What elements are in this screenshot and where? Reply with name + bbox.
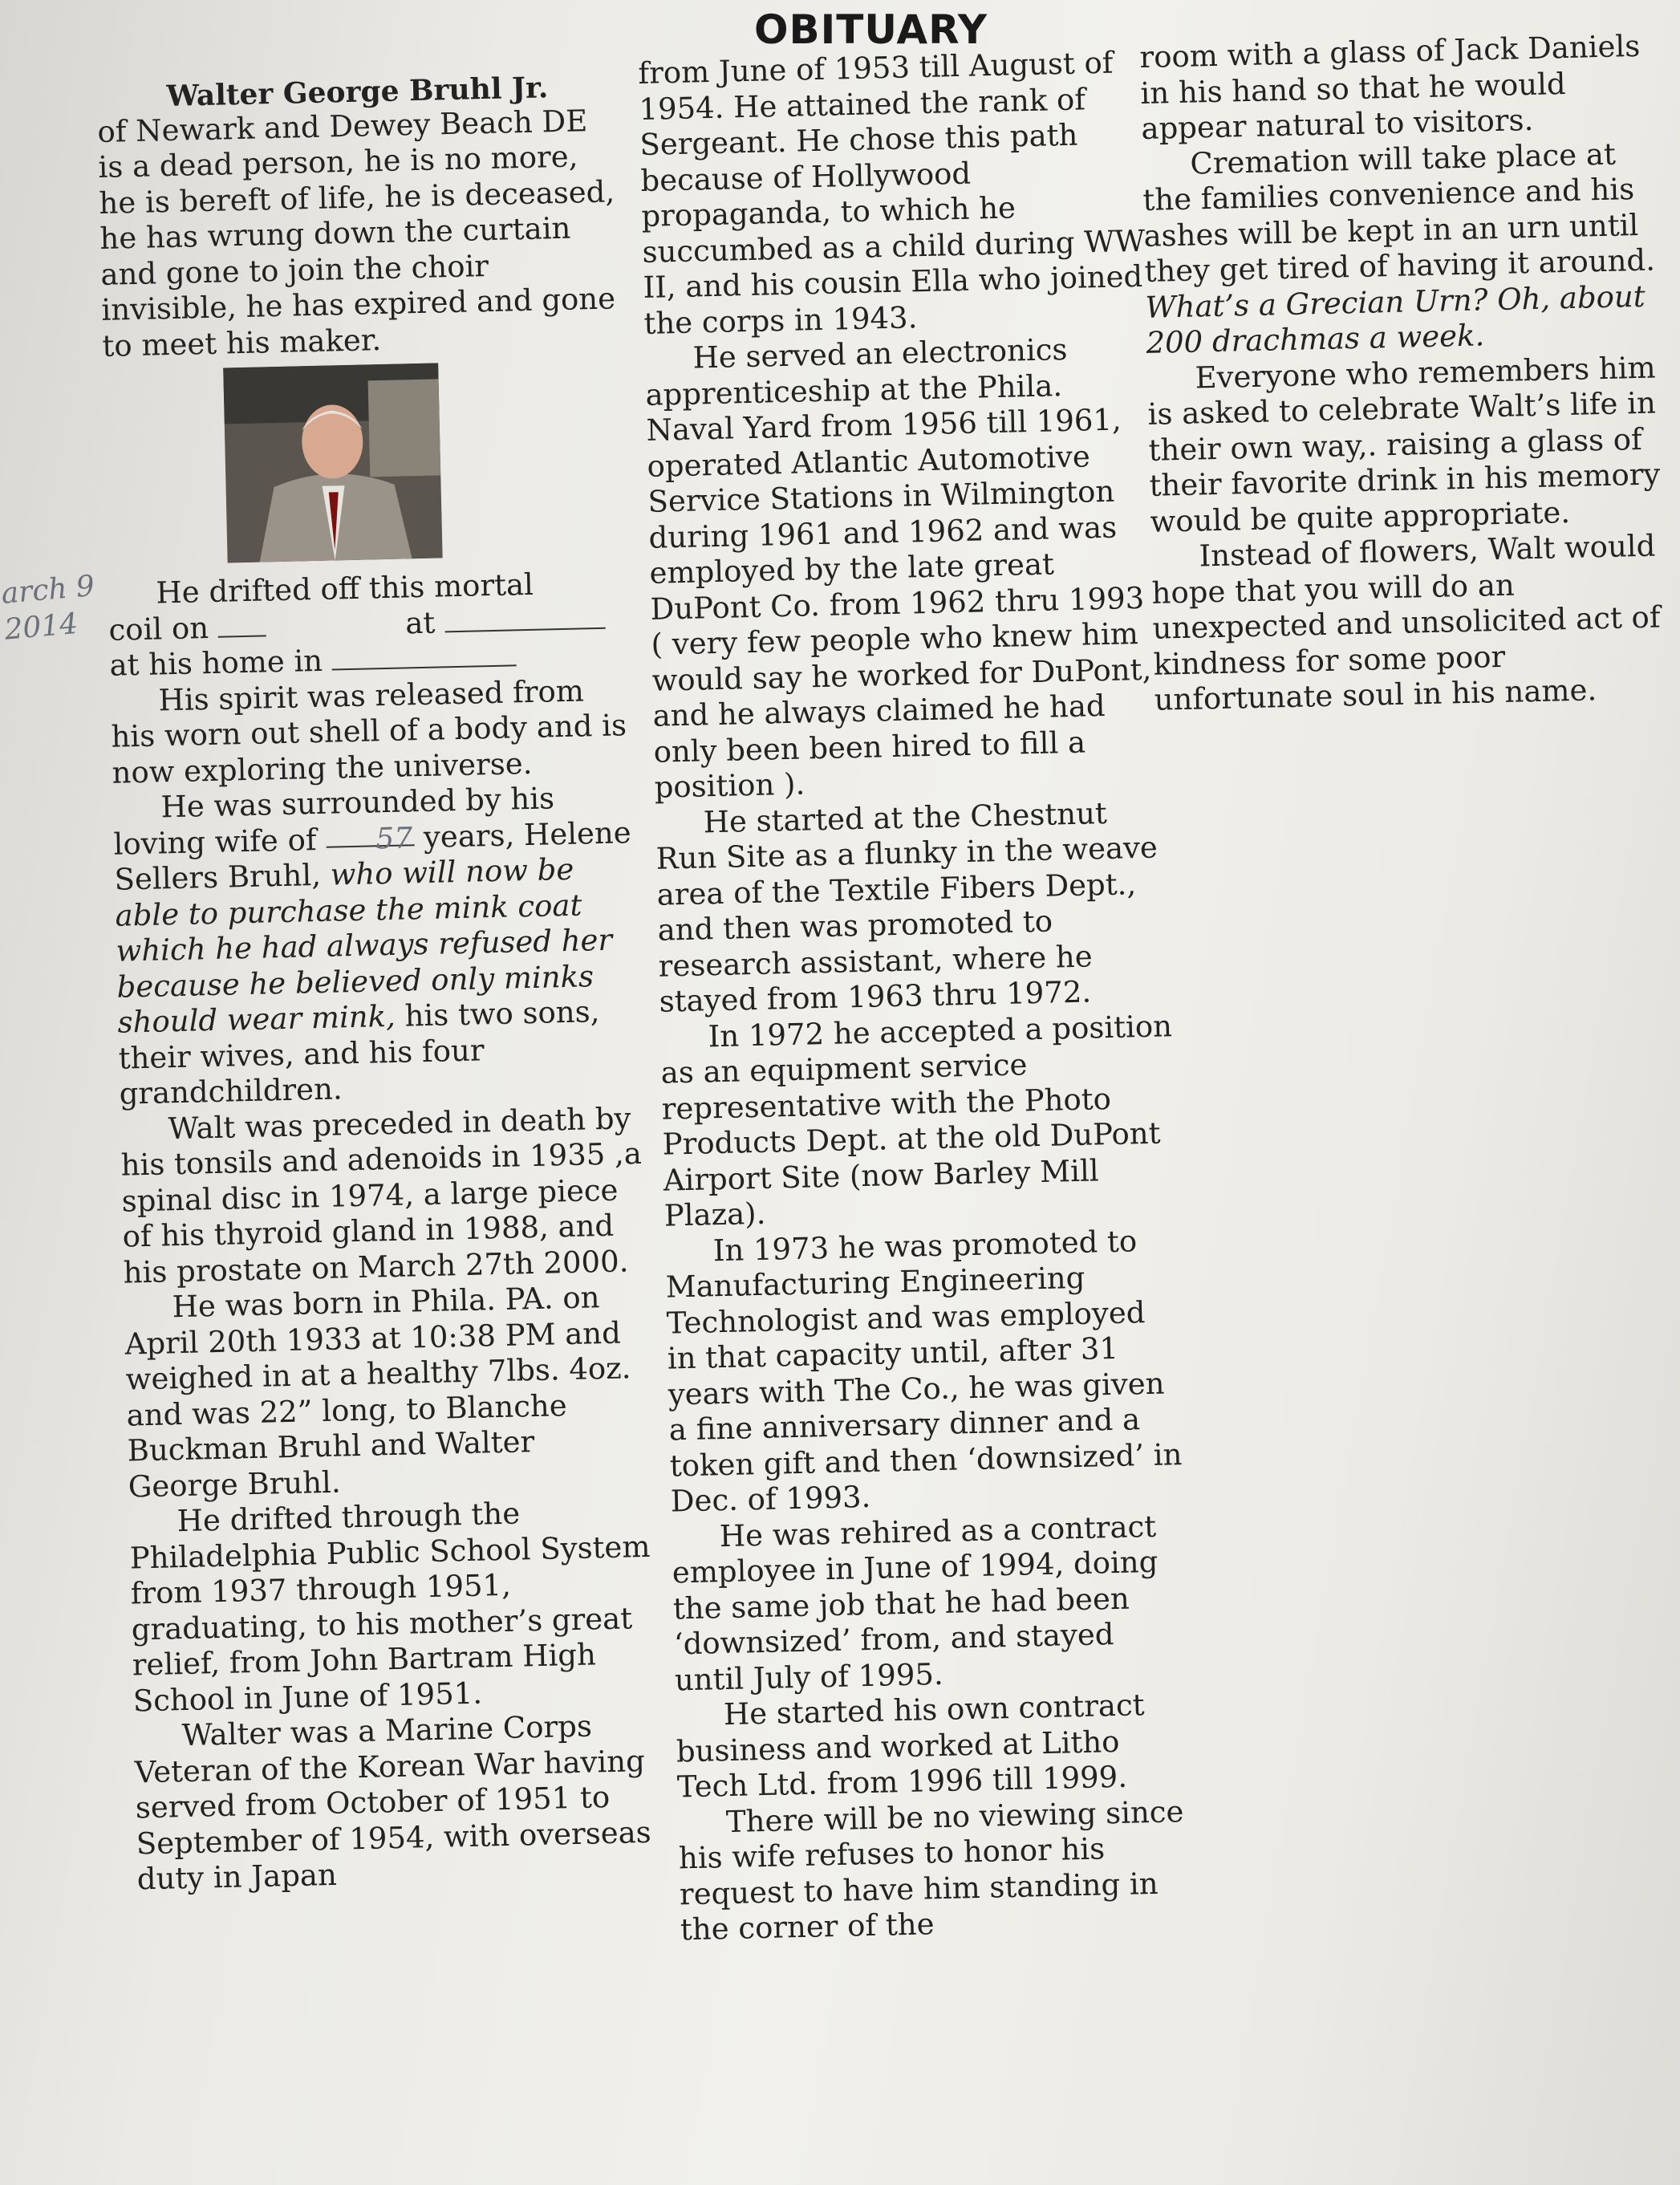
drifted-off-line: He drifted off this mortal xyxy=(156,567,534,611)
surrounded-italic: who will now be able to purchase the mink coat which he had always refused her because he believed only minks should wear mink, xyxy=(115,851,613,1040)
surrounded-text-a: He was surrounded by his loving wife of xyxy=(113,781,555,862)
place-blank xyxy=(444,603,606,632)
home-blank xyxy=(331,640,517,670)
litho-paragraph: He started his own contract business and worked at Litho Tech Ltd. from 1996 till 1999. xyxy=(676,1687,1146,1805)
cremation-italic: What’s a Grecian Urn? Oh, about 200 drachmas a week. xyxy=(1145,278,1646,360)
born-paragraph: He was born in Phila. PA. on April 20th 1933 at 10:38 PM and weighed in at a healthy 7lbs. 4oz. and was 22” long, to Blanche Buckman Bruhl and Walter George Bruhl. xyxy=(124,1280,631,1505)
date-blank xyxy=(217,611,266,637)
school-paragraph: He drifted through the Philadelphia Public School System from 1937 through 1951, graduating, to his mother’s great relief, from John Bartram High School in June of 1951. xyxy=(129,1496,651,1718)
handwritten-years: 57 xyxy=(375,821,413,855)
handwritten-date-month: arch 9 xyxy=(0,569,96,611)
electronics-paragraph: He served an electronics apprenticeship at the Phila. Naval Yard from 1956 till 1961, operated Atlantic Automotive Service Stations in Wilmington during 1961 and 1962 and was employed by the late great DuPont Co. from 1962 thru 1993 ( very few people who knew him would say he worked for DuPont, and he always claimed he had only been been hired to fill a position ). xyxy=(645,331,1152,805)
home-label: at his home in xyxy=(109,643,323,683)
surrounded-paragraph xyxy=(112,779,641,1112)
spirit-paragraph: His spirit was released from his worn out shell of a body and is now exploring the universe. xyxy=(111,672,627,790)
coil-label: coil on xyxy=(108,610,209,648)
chestnut-paragraph: He started at the Chestnut Run Site as a flunky in the weave area of the Textile Fibers Dept., and then was promoted to research assistant, where he stayed from 1963 thru 1972. xyxy=(655,795,1159,1019)
flowers-paragraph: Instead of flowers, Walt would hope that you will do an unexpected and unsolicited act of kindness for some poor unfortunate soul in his name. xyxy=(1151,528,1661,717)
portrait-figure-icon xyxy=(223,363,442,562)
surrounded-text-c: his two sons, their wives, and his four grandchildren. xyxy=(118,994,600,1111)
marine-continued: from June of 1953 till August of 1954. He attained the rank of Sergeant. He chose this path because of Hollywood propaganda, to which he succumbed as a child during WW II, and his cousin Ella who joined the corps in 1943. xyxy=(638,45,1146,341)
celebrate-paragraph: Everyone who remembers him is asked to celebrate Walt’s life in their own way,. raising a glass of their favorite drink in his memory would be quite appropriate. xyxy=(1147,350,1661,539)
viewing-continued: room with a glass of Jack Daniels in his hand so that he would appear natural to visitors. xyxy=(1139,28,1641,146)
column-3 xyxy=(1139,28,1680,718)
column-1 xyxy=(96,68,659,1898)
photo-products-paragraph: In 1972 he accepted a position as an equipment service representative with the Photo Products Dept. at the old DuPont Airport Site (now Barley Mill Plaza). xyxy=(660,1008,1173,1233)
viewing-paragraph: There will be no viewing since his wife refuses to honor his request to have him standing in the corner of the xyxy=(678,1793,1184,1947)
at-label: at xyxy=(404,605,436,640)
preceded-paragraph: Walt was preceded in death by his tonsils and adenoids in 1935 ,a spinal disc in 1974, a large piece of his thyroid gland in 1988, and his prostate on March 27th 2000. xyxy=(120,1100,643,1290)
portrait-photo xyxy=(223,363,442,562)
column-2 xyxy=(638,44,1194,1947)
intro-paragraph: of Newark and Dewey Beach DE is a dead person, he is no more, he is bereft of life, he is deceased, he has wrung down the curtain and gone to join the choir invisible, he has expired and gone to meet his maker. xyxy=(96,103,616,363)
marine-paragraph: Walter was a Marine Corps Veteran of the Korean War having served from October of 1951 to September of 1954, with overseas duty in Japan xyxy=(134,1708,652,1897)
surrounded-years: years, xyxy=(423,817,515,855)
surrounded-text-b: Helene Sellers Bruhl, xyxy=(114,814,632,897)
deceased-name: Walter George Bruhl Jr. xyxy=(166,71,549,114)
cremation-text: Cremation will take place at the families convenience and his ashes will be kept in an urn until they get tired of having it around. xyxy=(1142,136,1656,289)
page-title: OBITUARY xyxy=(754,6,988,53)
cremation-paragraph xyxy=(1142,135,1676,361)
engineering-paragraph: In 1973 he was promoted to Manufacturing Engineering Technologist and was employed in that capacity until, after 31 years with The Co., he was given a fine anniversary dinner and a token gift and then ‘downsized’ in Dec. of 1993. xyxy=(665,1223,1183,1519)
years-blank xyxy=(326,820,415,855)
rehired-paragraph: He was rehired as a contract employee in June of 1994, doing the same job that he had been ‘downsized’ from, and stayed until July of 1995. xyxy=(672,1509,1159,1697)
handwritten-date-year: 2014 xyxy=(2,607,79,647)
